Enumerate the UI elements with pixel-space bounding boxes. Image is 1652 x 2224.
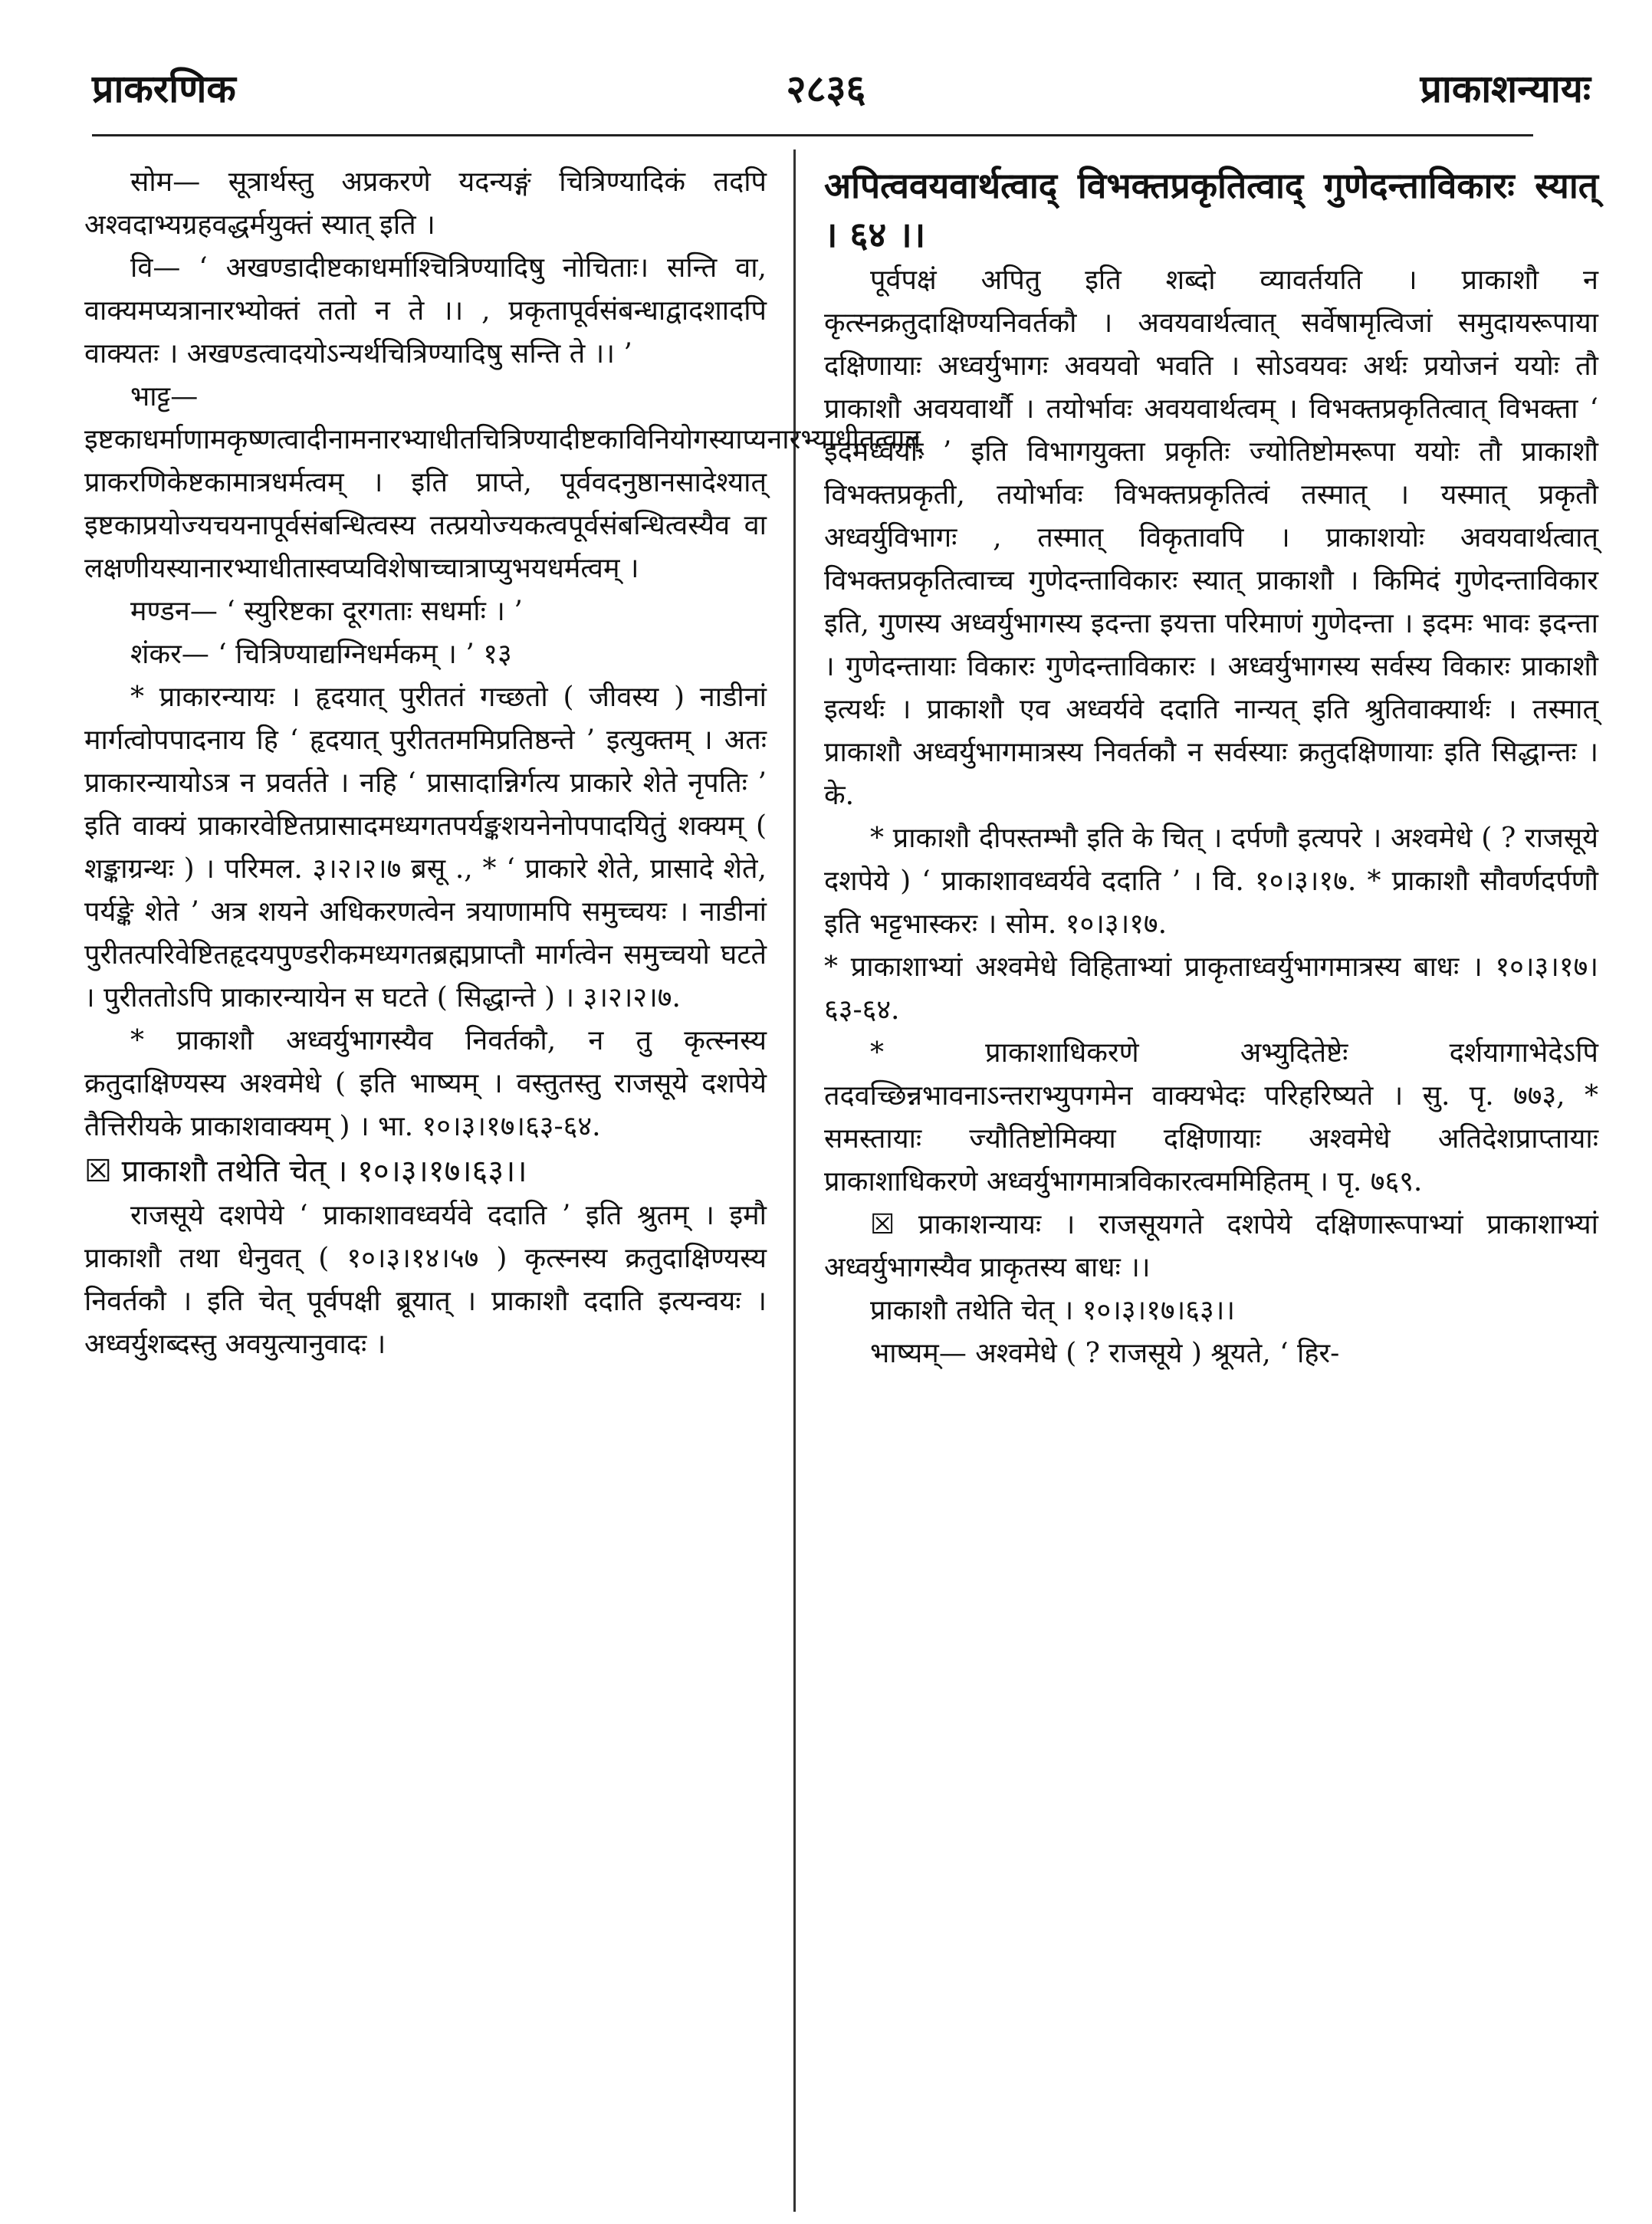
bhashya-start: भाष्यम्— अश्वमेधे ( ? राजसूये ) श्रूयते, ‘ हिर- [870, 1338, 1340, 1369]
sutra-63-heading: ☒ प्राकाशौ तथेति चेत् । १०।३।१७।६३।। [84, 1154, 527, 1189]
entry-mandana: मण्डन— ‘ स्युरिष्टका दूरगताः सधर्माः । ’ [130, 596, 523, 627]
entry-prakasha-nyaya: ☒ प्राकाशन्यायः । राजसूयगते दशपेये दक्षिणारूपाभ्यां प्राकाशाभ्यां अध्वर्युभागस्यैव प्राकृतस्य बाधः ।। [824, 1209, 1598, 1283]
entry-shankara: शंकर— ‘ चित्रिण्याद्यग्निधर्मकम् । ’ १३ [130, 639, 512, 670]
header-rule [92, 134, 1533, 136]
entry-prakashadhikarane: * प्राकाशाधिकरणे अभ्युदितेष्टेः दर्शयागाभेदेऽपि तदवच्छिन्नभावनाऽन्तराभ्युपगमेन वाक्यभेदः परिहरिष्यते । सु. पृ. ७७३, * समस्तायाः ज्यौतिष्टोमिक्या दक्षिणायाः अश्वमेधे अतिदेशप्राप्तायाः प्राकाशाधिकरणे अध्वर्युभागमात्रविकारत्वममिहितम् । पृ. ७६९. [824, 1037, 1598, 1197]
entry-soma: सोम— सूत्रार्थस्तु अप्रकरणे यदन्यङ्गं चित्रिण्यादिकं तदपि अश्वदाभ्यग्रहवद्धर्मयुक्तं स्यात् इति । [84, 166, 767, 241]
entry-prakara-nyaya: * प्राकारन्यायः । हृदयात् पुरीततं गच्छतो ( जीवस्य ) नाडीनां मार्गत्वोपपादनाय हि ‘ हृदयात् पुरीततममिप्रतिष्ठन्ते ’ इत्युक्तम् । अतः प्राकारन्यायोऽत्र न प्रवर्तते । नहि ‘ प्रासादान्निर्गत्य प्राकारे शेते नृपतिः ’ इति वाक्यं प्राकारवेष्टितप्रासादमध्यगतपर्यङ्कशयनेनोपपादयितुं शक्यम् ( शङ्काग्रन्थः ) । परिमल. ३।२।२।७ ब्रसू ., * ‘ प्राकारे शेते, प्रासादे शेते, पर्यङ्के शेते ’ अत्र शयने अधिकरणत्वेन त्रयाणामपि समुच्चयः । नाडीनां पुरीतत्परिवेष्टितहृदयपुण्डरीकमध्यगतब्रह्मप्राप्तौ मार्गत्वेन समुच्चयो घटते । पुरीततोऽपि प्राकारन्यायेन स घटते ( सिद्धान्ते ) । ३।२।२।७. [84, 682, 767, 1013]
column-divider [793, 149, 796, 2212]
entry-prakashau-dipastambhau: * प्राकाशौ दीपस्तम्भौ इति के चित् । दर्पणौ इत्यपरे । अश्वमेधे ( ? राजसूये दशपेये ) ‘ प्राकाशावध्वर्यवे ददाति ’ । वि. १०।३।१७. * प्राकाशौ सौवर्णदर्पणौ इति भट्टभास्करः । सोम. १०।३।१७. [824, 823, 1598, 940]
sutra-63-repeat: प्राकाशौ तथेति चेत् । १०।३।१७।६३।। [870, 1295, 1236, 1326]
sutra-63-commentary: राजसूये दशपेये ‘ प्राकाशावध्वर्यवे ददाति ’ इति श्रुतम् । इमौ प्राकाशौ तथा धेनुवत् ( १०।३।१४।५७ ) कृत्स्नस्य क्रतुदाक्षिण्यस्य निवर्तकौ । इति चेत् पूर्वपक्षी ब्रूयात् । प्राकाशौ ददाति इत्यन्वयः । अध्वर्युशब्दस्तु अवयुत्यानुवादः । [84, 1200, 767, 1360]
right-column [824, 161, 1598, 1375]
header-right-term: प्राकाशन्यायः [1420, 66, 1591, 111]
entry-bhatta: भाट्ट— इष्टकाधर्माणामकृष्णत्वादीनामनारभ्याधीतचित्रिण्यादीष्टकाविनियोगस्याप्यनारभ्याधीतत्वात् प्राकरणिकेष्टकामात्रधर्मत्वम् । इति प्राप्ते, पूर्ववदनुष्ठानसादेश्यात् इष्टकाप्रयोज्यचयनापूर्वसंबन्धित्वस्य तत्प्रयोज्यकत्वपूर्वसंबन्धित्वस्यैव वा लक्षणीयस्यानारभ्याधीतास्वप्यविशेषाच्चात्राप्युभयधर्मत्वम् । [84, 381, 921, 584]
sutra-64-heading: अपित्ववयवार्थत्वाद् विभक्तप्रकृतित्वाद् गुणेदन्ताविकारः स्यात् । ६४ ।। [824, 165, 1598, 255]
entry-prakashabhyam: * प्राकाशाभ्यां अश्वमेधे विहिताभ्यां प्राकृताध्वर्युभागमात्रस्य बाधः । १०।३।१७।६३-६४. [824, 951, 1598, 1026]
entry-prakashau: * प्राकाशौ अध्वर्युभागस्यैव निवर्तकौ, न तु कृत्स्नस्य क्रतुदाक्षिण्यस्य अश्वमेधे ( इति भाष्यम् । वस्तुतस्तु राजसूये दशपेये तैत्तिरीयके प्राकाशवाक्यम् ) । भा. १०।३।१७।६३-६४. [84, 1025, 767, 1142]
page-number: २८३६ [786, 66, 866, 111]
entry-vi: वि— ‘ अखण्डादीष्टकाधर्माश्चित्रिण्यादिषु नोचिताः। सन्ति वा, वाक्यमप्यत्रानारभ्योक्तं ततो न ते ।। , प्रकृतापूर्वसंबन्धाद्वादशादपि वाक्यतः । अखण्डत्वादयोऽन्यर्थचित्रिण्यादिषु सन्ति ते ।। ’ [84, 252, 767, 370]
header-left-term: प्राकरणिक [92, 66, 236, 111]
sutra-64-commentary: पूर्वपक्षं अपितु इति शब्दो व्यावर्तयति । प्राकाशौ न कृत्स्नक्रतुदाक्षिण्यनिवर्तकौ । अवयवार्थत्वात् सर्वेषामृत्विजां समुदायरूपाया दक्षिणायाः अध्वर्युभागः अवयवो भवति । सोऽवयवः अर्थः प्रयोजनं ययोः तौ प्राकाशौ अवयवार्थौ । तयोर्भावः अवयवार्थत्वम् । विभक्तप्रकृतित्वात् विभक्ता ‘ इदमध्वर्योः ’ इति विभागयुक्ता प्रकृतिः ज्योतिष्टोमरूपा ययोः तौ प्राकाशौ विभक्तप्रकृती, तयोर्भावः विभक्तप्रकृतित्वं तस्मात् । यस्मात् प्रकृतौ अध्वर्युविभागः , तस्मात् विकृतावपि । प्राकाशयोः अवयवार्थत्वात् विभक्तप्रकृतित्वाच्च गुणेदन्ताविकारः स्यात् प्राकाशौ । किमिदं गुणेदन्ताविकार इति, गुणस्य अध्वर्युभागस्य इदन्ता इयत्ता परिमाणं गुणेदन्ता । इदमः भावः इदन्ता । गुणेदन्तायाः विकारः गुणेदन्ताविकारः । अध्वर्युभागस्य सर्वस्य विकारः प्राकाशौ इत्यर्थः । प्राकाशौ एव अध्वर्यवे ददाति नान्यत् इति श्रुतिवाक्यार्थः । तस्मात् प्राकाशौ अध्वर्युभागमात्रस्य निवर्तकौ न सर्वस्याः क्रतुदक्षिणायाः इति सिद्धान्तः । के. [824, 264, 1598, 811]
left-column [84, 161, 921, 1366]
